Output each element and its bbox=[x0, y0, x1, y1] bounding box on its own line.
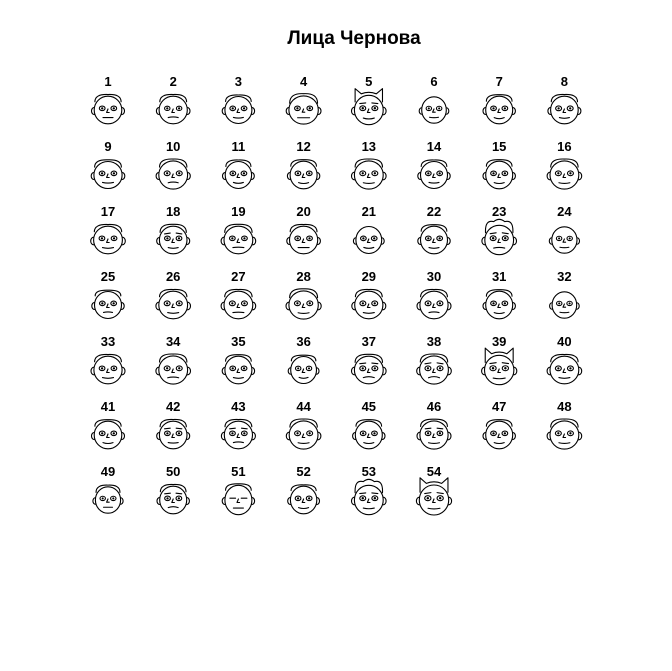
face-label: 4 bbox=[299, 74, 308, 89]
chernoff-face bbox=[288, 355, 319, 383]
face-pupil bbox=[231, 302, 233, 304]
face-pupil bbox=[492, 432, 494, 434]
chernoff-face bbox=[287, 224, 321, 253]
face-eyebrow bbox=[360, 493, 366, 494]
face-pupil bbox=[439, 432, 441, 434]
face-pupil bbox=[439, 172, 441, 174]
face-pupil bbox=[101, 432, 103, 434]
face-pupil bbox=[492, 107, 494, 109]
face-label: 36 bbox=[296, 334, 311, 349]
face-label: 20 bbox=[296, 204, 311, 219]
face-pupil bbox=[243, 367, 245, 369]
face-pupil bbox=[296, 302, 298, 304]
face-label: 47 bbox=[491, 399, 507, 414]
face-pupil bbox=[101, 237, 103, 239]
chernoff-face bbox=[482, 219, 517, 254]
chernoff-face bbox=[353, 227, 384, 254]
face-pupil bbox=[166, 367, 168, 369]
chernoff-face bbox=[548, 94, 581, 123]
face-pupil bbox=[243, 172, 245, 174]
chart-title: Лица Чернова bbox=[287, 28, 421, 49]
chernoff-face bbox=[91, 224, 126, 253]
face-label: 39 bbox=[491, 334, 507, 349]
face-pupil bbox=[427, 497, 429, 499]
face-pupil bbox=[427, 237, 429, 239]
face-pupil bbox=[374, 172, 376, 174]
face-pupil bbox=[297, 367, 299, 369]
face-eyebrow bbox=[176, 493, 182, 494]
chernoff-face bbox=[92, 94, 125, 123]
face-pupil bbox=[243, 237, 245, 239]
face-pupil bbox=[296, 432, 298, 434]
face-label: 1 bbox=[104, 74, 112, 89]
face-pupil bbox=[557, 432, 559, 434]
face-pupil bbox=[178, 237, 180, 239]
face-pupil bbox=[504, 367, 506, 369]
face-pupil bbox=[297, 237, 299, 239]
chernoff-face bbox=[221, 419, 255, 448]
face-label: 13 bbox=[361, 139, 377, 154]
face-pupil bbox=[101, 302, 103, 304]
face-pupil bbox=[439, 237, 441, 239]
face-pupil bbox=[374, 497, 376, 499]
face-eyebrow bbox=[372, 103, 378, 104]
face-eyebrow bbox=[372, 363, 378, 364]
face-pupil bbox=[243, 302, 245, 304]
chernoff-face bbox=[92, 290, 124, 318]
face-pupil bbox=[113, 237, 115, 239]
face-eyebrow bbox=[176, 428, 182, 429]
face-label: 42 bbox=[165, 399, 181, 414]
face-label: 43 bbox=[231, 399, 246, 414]
face-pupil bbox=[178, 172, 180, 174]
face-pupil bbox=[362, 497, 364, 499]
face-label: 23 bbox=[491, 204, 507, 219]
face-pupil bbox=[113, 107, 115, 109]
face-label: 41 bbox=[100, 399, 116, 414]
face-pupil bbox=[178, 497, 180, 499]
chernoff-face bbox=[483, 290, 515, 319]
face-pupil bbox=[112, 497, 114, 499]
face-eyebrow bbox=[241, 428, 247, 429]
chernoff-face bbox=[157, 419, 190, 448]
chernoff-face bbox=[417, 289, 451, 318]
chernoff-face bbox=[156, 94, 190, 123]
chernoff-face bbox=[92, 420, 125, 449]
face-pupil bbox=[492, 367, 494, 369]
face-label: 48 bbox=[557, 399, 572, 414]
face-label: 28 bbox=[296, 269, 311, 284]
chernoff-face bbox=[353, 420, 385, 449]
face-pupil bbox=[308, 497, 310, 499]
face-pupil bbox=[374, 302, 376, 304]
face-pupil bbox=[308, 237, 310, 239]
face-pupil bbox=[297, 172, 299, 174]
face-label: 25 bbox=[100, 269, 116, 284]
chernoff-face bbox=[352, 159, 387, 189]
face-label: 50 bbox=[165, 464, 181, 479]
face-label: 10 bbox=[165, 139, 181, 154]
chernoff-face bbox=[157, 224, 190, 254]
face-pupil bbox=[439, 497, 441, 499]
face-pupil bbox=[362, 302, 364, 304]
face-pupil bbox=[296, 107, 298, 109]
chernoff-face bbox=[222, 95, 254, 124]
chernoff-face bbox=[156, 289, 191, 318]
face-label: 31 bbox=[491, 269, 507, 284]
face-pupil bbox=[427, 172, 429, 174]
chernoff-face bbox=[286, 419, 321, 449]
chernoff-face bbox=[222, 484, 254, 515]
chernoff-face bbox=[419, 97, 449, 123]
face-label: 21 bbox=[361, 204, 377, 219]
face-label: 40 bbox=[557, 334, 572, 349]
face-label: 34 bbox=[165, 334, 181, 349]
face-pupil bbox=[232, 367, 234, 369]
face-eyebrow bbox=[360, 363, 366, 364]
face-pupil bbox=[113, 302, 115, 304]
chernoff-face bbox=[288, 485, 320, 514]
face-label: 14 bbox=[426, 139, 442, 154]
face-pupil bbox=[362, 237, 364, 239]
face-pupil bbox=[243, 432, 245, 434]
face-pupil bbox=[492, 302, 494, 304]
face-pupil bbox=[569, 367, 571, 369]
chernoff-face bbox=[416, 478, 451, 515]
face-label: 24 bbox=[557, 204, 572, 219]
face-pupil bbox=[166, 432, 168, 434]
face-pupil bbox=[166, 302, 168, 304]
face-pupil bbox=[504, 237, 506, 239]
face-label: 52 bbox=[296, 464, 311, 479]
face-pupil bbox=[113, 367, 115, 369]
face-pupil bbox=[558, 302, 560, 304]
face-label: 19 bbox=[231, 204, 246, 219]
chernoff-face bbox=[550, 292, 580, 318]
face-pupil bbox=[439, 302, 441, 304]
face-eyebrow bbox=[372, 493, 378, 494]
face-label: 6 bbox=[430, 74, 438, 89]
face-label: 53 bbox=[361, 464, 377, 479]
chernoff-face bbox=[91, 354, 125, 383]
face-pupil bbox=[374, 107, 376, 109]
face-label: 35 bbox=[231, 334, 246, 349]
chernoff-face bbox=[352, 289, 386, 318]
chernoff-face bbox=[483, 95, 515, 124]
face-label: 44 bbox=[296, 399, 311, 414]
face-label: 16 bbox=[557, 139, 572, 154]
face-label: 7 bbox=[495, 74, 503, 89]
face-pupil bbox=[558, 237, 560, 239]
chernoff-face bbox=[418, 160, 450, 189]
face-pupil bbox=[427, 302, 429, 304]
face-pupil bbox=[438, 107, 440, 109]
face-label: 49 bbox=[100, 464, 116, 479]
face-pupil bbox=[308, 367, 310, 369]
face-eyebrow bbox=[425, 428, 431, 429]
face-eyebrow bbox=[437, 428, 443, 429]
chernoff-face bbox=[156, 354, 191, 384]
face-pupil bbox=[232, 172, 234, 174]
face-pupil bbox=[178, 367, 180, 369]
chernoff-face bbox=[549, 227, 579, 253]
chernoff-face bbox=[157, 484, 189, 513]
face-pupil bbox=[113, 432, 115, 434]
face-label: 22 bbox=[426, 204, 442, 219]
face-pupil bbox=[309, 432, 311, 434]
face-eyebrow bbox=[165, 493, 171, 494]
face-pupil bbox=[166, 107, 168, 109]
face-pupil bbox=[569, 302, 571, 304]
face-pupil bbox=[362, 432, 364, 434]
face-pupil bbox=[439, 367, 441, 369]
face-pupil bbox=[492, 237, 494, 239]
face-pupil bbox=[166, 172, 168, 174]
face-pupil bbox=[232, 107, 234, 109]
face-pupil bbox=[569, 432, 571, 434]
chernoff-face bbox=[221, 289, 256, 318]
face-pupil bbox=[362, 172, 364, 174]
chernoff-face bbox=[417, 354, 452, 384]
face-pupil bbox=[308, 172, 310, 174]
face-pupil bbox=[492, 172, 494, 174]
face-pupil bbox=[374, 367, 376, 369]
chernoff-face bbox=[547, 354, 582, 383]
face-pupil bbox=[178, 107, 180, 109]
face-eyebrow bbox=[165, 428, 171, 429]
face-pupil bbox=[101, 107, 103, 109]
face-pupil bbox=[504, 172, 506, 174]
face-pupil bbox=[231, 237, 233, 239]
face-label: 32 bbox=[557, 269, 572, 284]
face-label: 27 bbox=[231, 269, 246, 284]
face-label: 3 bbox=[234, 74, 243, 89]
face-label: 17 bbox=[100, 204, 116, 219]
chernoff-face bbox=[352, 479, 387, 514]
face-label: 38 bbox=[426, 334, 442, 349]
face-pupil bbox=[569, 172, 571, 174]
face-pupil bbox=[557, 367, 559, 369]
chernoff-face bbox=[417, 419, 451, 449]
face-label: 8 bbox=[560, 74, 569, 89]
face-pupil bbox=[557, 172, 559, 174]
chernoff-face bbox=[352, 89, 387, 125]
face-pupil bbox=[166, 497, 168, 499]
chernoff-face bbox=[287, 160, 319, 189]
face-pupil bbox=[231, 432, 233, 434]
face-pupil bbox=[362, 367, 364, 369]
face-pupil bbox=[373, 237, 375, 239]
face-pupil bbox=[504, 107, 506, 109]
chernoff-face bbox=[547, 159, 582, 189]
face-label: 51 bbox=[231, 464, 246, 479]
face-label: 46 bbox=[426, 399, 442, 414]
chernoff-face bbox=[286, 289, 321, 319]
face-label: 30 bbox=[426, 269, 442, 284]
chernoff-face bbox=[418, 225, 450, 254]
face-label: 54 bbox=[426, 464, 442, 479]
face-eyebrow bbox=[230, 428, 236, 429]
face-pupil bbox=[297, 497, 299, 499]
face-pupil bbox=[101, 172, 103, 174]
chernoff-face bbox=[91, 160, 125, 189]
chernoff-face bbox=[482, 348, 517, 385]
chernoff-face bbox=[223, 160, 255, 189]
face-label: 5 bbox=[365, 74, 373, 89]
face-pupil bbox=[557, 107, 559, 109]
face-label: 12 bbox=[296, 139, 311, 154]
chernoff-face bbox=[286, 94, 321, 124]
face-eyebrow bbox=[360, 103, 366, 104]
face-label: 37 bbox=[361, 334, 377, 349]
face-pupil bbox=[309, 107, 311, 109]
face-label: 26 bbox=[165, 269, 181, 284]
face-pupil bbox=[102, 497, 104, 499]
face-pupil bbox=[504, 302, 506, 304]
face-label: 9 bbox=[104, 139, 112, 154]
face-pupil bbox=[178, 302, 180, 304]
face-label: 2 bbox=[169, 74, 177, 89]
face-label: 15 bbox=[491, 139, 507, 154]
chernoff-face bbox=[352, 354, 387, 384]
chernoff-face bbox=[483, 420, 515, 449]
face-pupil bbox=[569, 107, 571, 109]
chernoff-face bbox=[483, 160, 515, 189]
face-pupil bbox=[504, 432, 506, 434]
face-label: 29 bbox=[361, 269, 377, 284]
face-pupil bbox=[101, 367, 103, 369]
face-pupil bbox=[428, 107, 430, 109]
face-pupil bbox=[373, 432, 375, 434]
face-pupil bbox=[427, 367, 429, 369]
face-pupil bbox=[427, 432, 429, 434]
chernoff-face bbox=[222, 355, 254, 384]
chernoff-face bbox=[156, 159, 190, 189]
face-pupil bbox=[362, 107, 364, 109]
face-pupil bbox=[309, 302, 311, 304]
face-pupil bbox=[166, 237, 168, 239]
face-label: 33 bbox=[100, 334, 116, 349]
face-pupil bbox=[178, 432, 180, 434]
chernoff-face bbox=[93, 485, 123, 513]
face-label: 45 bbox=[361, 399, 377, 414]
face-label: 11 bbox=[231, 139, 246, 154]
face-pupil bbox=[569, 237, 571, 239]
face-label: 18 bbox=[165, 204, 181, 219]
face-pupil bbox=[113, 172, 115, 174]
face-pupil bbox=[243, 107, 245, 109]
chernoff-face bbox=[547, 419, 582, 449]
chernoff-face bbox=[221, 224, 256, 254]
